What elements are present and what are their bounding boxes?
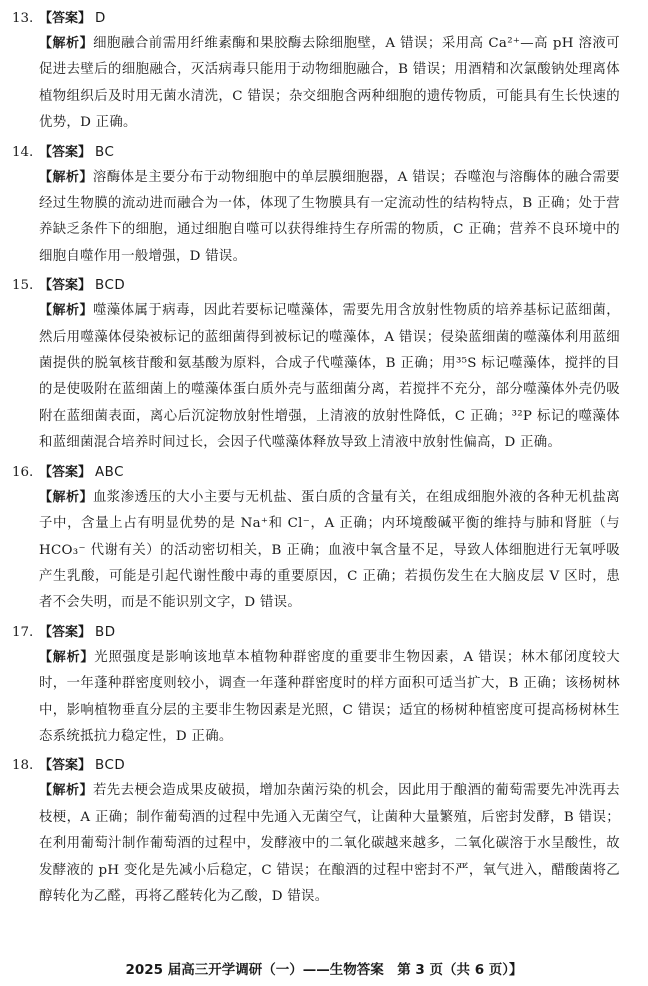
analysis-text bbox=[12, 645, 620, 751]
analysis-body: 若先去梗会造成果皮破损，增加杂菌污染的机会，因此用于酿酒的葡萄需要先冲洗再去枝梗，A 正确；制作葡萄酒的过程中先通入无菌空气，让菌种大量繁殖，后密封发酵，B 错误；在利用葡萄汁制作葡萄酒的过程中，发酵液中的二氧化碳越来越多，二氧化碳溶于水呈酸性，故发酵液的 pH 变化是先减小后稳定，C 错误；在酿酒的过程中密封不严，氧气进入，醋酸菌将乙醇转化为乙醛，再将乙醛转化为乙酸，D 错误。 bbox=[39, 783, 620, 904]
page-footer: 2025 届高三开学调研（一）——生物答案 第 3 页（共 6 页）】 bbox=[125, 962, 523, 978]
question-number: 14. bbox=[12, 144, 34, 160]
answer-label: 【答案】 bbox=[39, 11, 92, 26]
analysis-body: 细胞融合前需用纤维素酶和果胶酶去除细胞壁，A 错误；采用高 Ca²⁺—高 pH 溶液可促进去壁后的细胞融合，灭活病毒只能用于动物细胞融合，B 错误；用酒精和次氯酸钠处理离体植物组织后及时用无菌水清洗，C 错误；杂交细胞含两种细胞的遗传物质，可能具有生长快速的优势，D 正确。 bbox=[39, 36, 620, 131]
analysis-label: 【解析】 bbox=[39, 783, 93, 799]
answer-line bbox=[12, 6, 620, 31]
answer-label: 【答案】 bbox=[39, 758, 92, 774]
question-block bbox=[12, 273, 620, 456]
question-block bbox=[12, 6, 620, 137]
question-block bbox=[12, 753, 620, 910]
answer-label: 【答案】 bbox=[39, 464, 92, 480]
question-number: 18. bbox=[12, 758, 34, 774]
analysis-label: 【解析】 bbox=[39, 169, 93, 185]
analysis-body: 血浆渗透压的大小主要与无机盐、蛋白质的含量有关，在组成细胞外液的各种无机盐离子中，含量上占有明显优势的是 Na⁺和 Cl⁻，A 正确；内环境酸碱平衡的维持与肺和肾脏（与 HCO₃⁻ 代谢有关）的活动密切相关，B 正确；血液中氧含量不足，导致人体细胞进行无氧呼吸产生乳酸，可能是引起代谢性酸中毒的重要原因，C 正确；若损伤发生在大脑皮层 V 区时，患者不会失明，而是不能识别文字，D 错误。 bbox=[39, 489, 620, 611]
answer-line bbox=[12, 460, 620, 485]
question-list bbox=[12, 6, 620, 910]
analysis-text bbox=[12, 298, 620, 456]
question-number: 13. bbox=[12, 11, 34, 26]
answer-value: BCD bbox=[95, 278, 126, 294]
question-number: 17. bbox=[12, 624, 34, 640]
question-block bbox=[12, 140, 620, 271]
answer-value: BD bbox=[95, 624, 116, 640]
question-number: 16. bbox=[12, 464, 34, 480]
analysis-label: 【解析】 bbox=[39, 649, 95, 665]
analysis-label: 【解析】 bbox=[39, 36, 94, 51]
answer-line bbox=[12, 620, 620, 645]
analysis-label: 【解析】 bbox=[39, 489, 93, 505]
analysis-text bbox=[12, 31, 620, 137]
answer-label: 【答案】 bbox=[39, 144, 92, 160]
question-block bbox=[12, 460, 620, 617]
analysis-text bbox=[12, 165, 620, 271]
question-block bbox=[12, 620, 620, 751]
analysis-label: 【解析】 bbox=[39, 303, 93, 319]
question-number: 15. bbox=[12, 278, 34, 294]
answer-value: BC bbox=[95, 144, 115, 160]
answer-label: 【答案】 bbox=[39, 278, 92, 294]
answer-line bbox=[12, 140, 620, 165]
analysis-body: 溶酶体是主要分布于动物细胞中的单层膜细胞器，A 错误；吞噬泡与溶酶体的融合需要经过生物膜的流动进而融合为一体，体现了生物膜具有一定流动性的结构特点，B 正确；处于营养缺乏条件下的细胞，通过细胞自噬可以获得维持生存所需的物质，C 正确；营养不良环境中的细胞自噬作用一般增强，D 错误。 bbox=[39, 169, 620, 264]
answer-line bbox=[12, 753, 620, 778]
analysis-text bbox=[12, 485, 620, 617]
answer-line bbox=[12, 273, 620, 298]
answer-value: BCD bbox=[95, 758, 126, 774]
answer-value: ABC bbox=[95, 464, 124, 480]
analysis-body: 噬藻体属于病毒，因此若要标记噬藻体，需要先用含放射性物质的培养基标记蓝细菌，然后用噬藻体侵染被标记的蓝细菌得到被标记的噬藻体，A 错误；侵染蓝细菌的噬藻体利用蓝细菌提供的脱氧核苷酸和氨基酸为原料，合成子代噬藻体，B 正确；用³⁵S 标记噬藻体，搅拌的目的是使吸附在蓝细菌上的噬藻体蛋白质外壳与蓝细菌分离，若搅拌不充分，部分噬藻体外壳仍吸附在蓝细菌表面，离心后沉淀物放射性增强，上清液的放射性降低，C 正确；³²P 标记的噬藻体和蓝细菌混合培养时间过长，会因子代噬藻体释放导致上清液中放射性偏高，D 正确。 bbox=[39, 303, 620, 451]
answer-value: D bbox=[95, 11, 106, 26]
analysis-text bbox=[12, 778, 620, 910]
analysis-body: 光照强度是影响该地草本植物种群密度的重要非生物因素，A 错误；林木郁闭度较大时，一年蓬种群密度则较小，调查一年蓬种群密度时的样方面积可适当扩大，B 正确；该杨树林中，影响植物垂直分层的主要非生物因素是光照，C 错误；适宜的杨树种植密度可提高杨树林生态系统抵抗力稳定性，D 正确。 bbox=[39, 649, 621, 744]
answer-label: 【答案】 bbox=[39, 624, 92, 640]
